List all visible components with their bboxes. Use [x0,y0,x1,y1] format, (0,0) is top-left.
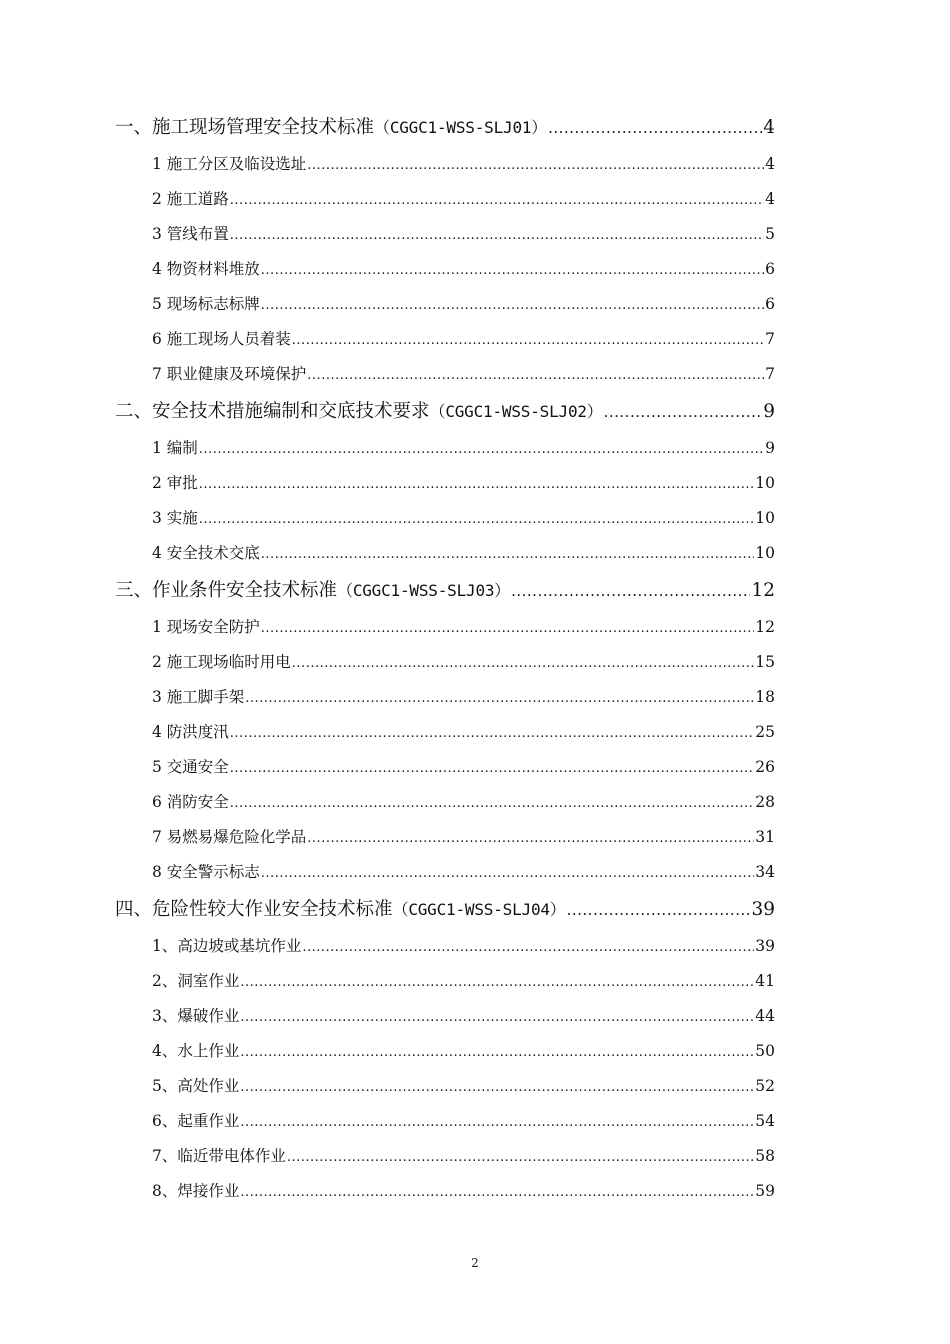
toc-section-entry[interactable] [115,108,775,147]
toc-subsection-entry[interactable] [115,820,775,855]
toc-page-number: 34 [755,863,775,881]
toc-page-number: 12 [751,580,775,601]
dot-leader [199,467,754,502]
toc-subsection-title: 4 安全技术交底 [152,544,260,562]
dot-leader [567,891,751,930]
toc-subsection-title: 5、高处作业 [152,1077,240,1095]
dot-leader [240,1070,754,1105]
toc-subsection-entry[interactable] [115,1139,775,1174]
toc-page-number: 10 [755,474,775,492]
toc-page-number: 4 [765,190,775,208]
toc-section-code: （CGGC1-WSS-SLJ01） [374,118,548,137]
toc-subsection-title: 4 防洪度汛 [152,723,229,741]
toc-subsection-entry[interactable] [115,431,775,466]
dot-leader [230,786,754,821]
toc-page-number: 52 [755,1077,775,1095]
dot-leader [240,1000,754,1035]
dot-leader [261,253,764,288]
dot-leader [261,537,754,572]
toc-subsection-entry[interactable] [115,147,775,182]
toc-subsection-entry[interactable] [115,1104,775,1139]
toc-page-number: 59 [755,1182,775,1200]
dot-leader [199,432,764,467]
toc-page-number: 12 [755,618,775,636]
dot-leader [287,1140,754,1175]
toc-subsection-entry[interactable] [115,999,775,1034]
dot-leader [230,751,754,786]
toc-subsection-title: 1 编制 [152,439,198,457]
toc-page-number: 18 [755,688,775,706]
dot-leader [261,288,764,323]
toc-page-number: 10 [755,544,775,562]
dot-leader [240,1035,754,1070]
toc-subsection-entry[interactable] [115,536,775,571]
toc-page-number: 7 [765,365,775,383]
toc-subsection-entry[interactable] [115,855,775,890]
toc-subsection-entry[interactable] [115,501,775,536]
dot-leader [292,646,754,681]
toc-section-entry[interactable] [115,392,775,431]
dot-leader [292,323,764,358]
toc-subsection-entry[interactable] [115,929,775,964]
toc-subsection-title: 1、高边坡或基坑作业 [152,937,302,955]
toc-subsection-title: 8、焊接作业 [152,1182,240,1200]
toc-subsection-title: 2 施工道路 [152,190,229,208]
toc-page-number: 54 [755,1112,775,1130]
toc-page-number: 31 [755,828,775,846]
toc-subsection-entry[interactable] [115,1034,775,1069]
toc-subsection-title: 5 交通安全 [152,758,229,776]
toc-page-number: 44 [755,1007,775,1025]
toc-page-number: 6 [765,260,775,278]
dot-leader [230,183,764,218]
toc-page-number: 4 [765,155,775,173]
dot-leader [230,218,764,253]
toc-page-number: 25 [755,723,775,741]
toc-page-number: 39 [755,937,775,955]
dot-leader [604,393,763,432]
toc-subsection-title: 3 施工脚手架 [152,688,245,706]
toc-subsection-title: 6 施工现场人员着装 [152,330,291,348]
toc-page-number: 28 [755,793,775,811]
toc-subsection-title: 3 管线布置 [152,225,229,243]
dot-leader [307,148,764,183]
toc-subsection-entry[interactable] [115,466,775,501]
toc-page-number: 58 [755,1147,775,1165]
toc-subsection-entry[interactable] [115,750,775,785]
dot-leader [240,1105,754,1140]
toc-section-title: 二、安全技术措施编制和交底技术要求 [115,401,430,422]
toc-section-title: 一、施工现场管理安全技术标准 [115,117,375,138]
toc-section-code: （CGGC1-WSS-SLJ03） [337,581,511,600]
toc-subsection-title: 5 现场标志标牌 [152,295,260,313]
toc-section-entry[interactable] [115,890,775,929]
toc-subsection-title: 8 安全警示标志 [152,863,260,881]
toc-subsection-entry[interactable] [115,322,775,357]
dot-leader [245,681,754,716]
toc-subsection-entry[interactable] [115,287,775,322]
toc-section-title: 三、作业条件安全技术标准 [115,580,338,601]
dot-leader [240,965,754,1000]
toc-subsection-title: 3、爆破作业 [152,1007,240,1025]
dot-leader [548,109,762,148]
toc-subsection-title: 2 施工现场临时用电 [152,653,291,671]
dot-leader [199,502,754,537]
dot-leader [302,930,754,965]
toc-subsection-entry[interactable] [115,785,775,820]
table-of-contents [115,108,775,1209]
dot-leader [240,1175,754,1210]
toc-subsection-title: 2、洞室作业 [152,972,240,990]
toc-page-number: 5 [765,225,775,243]
page-number: 2 [471,1256,479,1270]
toc-page-number: 7 [765,330,775,348]
dot-leader [307,358,764,393]
toc-page-number: 39 [751,899,775,920]
toc-page-number: 10 [755,509,775,527]
dot-leader [511,572,750,611]
toc-subsection-entry[interactable] [115,715,775,750]
toc-page-number: 26 [755,758,775,776]
toc-page-number: 9 [763,401,775,422]
dot-leader [261,856,754,891]
toc-page-number: 41 [755,972,775,990]
toc-subsection-entry[interactable] [115,1069,775,1104]
toc-subsection-entry[interactable] [115,645,775,680]
toc-subsection-entry[interactable] [115,182,775,217]
toc-subsection-title: 1 现场安全防护 [152,618,260,636]
dot-leader [261,611,754,646]
toc-subsection-title: 7、临近带电体作业 [152,1147,286,1165]
toc-section-code: （CGGC1-WSS-SLJ02） [429,402,603,421]
toc-subsection-title: 7 职业健康及环境保护 [152,365,307,383]
toc-subsection-title: 7 易燃易爆危险化学品 [152,828,307,846]
toc-subsection-entry[interactable] [115,610,775,645]
toc-subsection-title: 6、起重作业 [152,1112,240,1130]
toc-subsection-entry[interactable] [115,1174,775,1209]
dot-leader [230,716,754,751]
toc-section-entry[interactable] [115,571,775,610]
toc-subsection-title: 2 审批 [152,474,198,492]
toc-page-number: 9 [765,439,775,457]
toc-page-number: 4 [763,117,775,138]
dot-leader [307,821,754,856]
toc-page-number: 6 [765,295,775,313]
toc-page-number: 15 [755,653,775,671]
toc-subsection-title: 1 施工分区及临设选址 [152,155,307,173]
toc-section-code: （CGGC1-WSS-SLJ04） [392,900,566,919]
toc-subsection-title: 6 消防安全 [152,793,229,811]
toc-subsection-entry[interactable] [115,964,775,999]
toc-subsection-title: 4、水上作业 [152,1042,240,1060]
toc-subsection-entry[interactable] [115,252,775,287]
toc-section-title: 四、危险性较大作业安全技术标准 [115,899,393,920]
toc-subsection-entry[interactable] [115,357,775,392]
toc-subsection-title: 3 实施 [152,509,198,527]
toc-page-number: 50 [755,1042,775,1060]
toc-subsection-title: 4 物资材料堆放 [152,260,260,278]
toc-subsection-entry[interactable] [115,217,775,252]
toc-subsection-entry[interactable] [115,680,775,715]
